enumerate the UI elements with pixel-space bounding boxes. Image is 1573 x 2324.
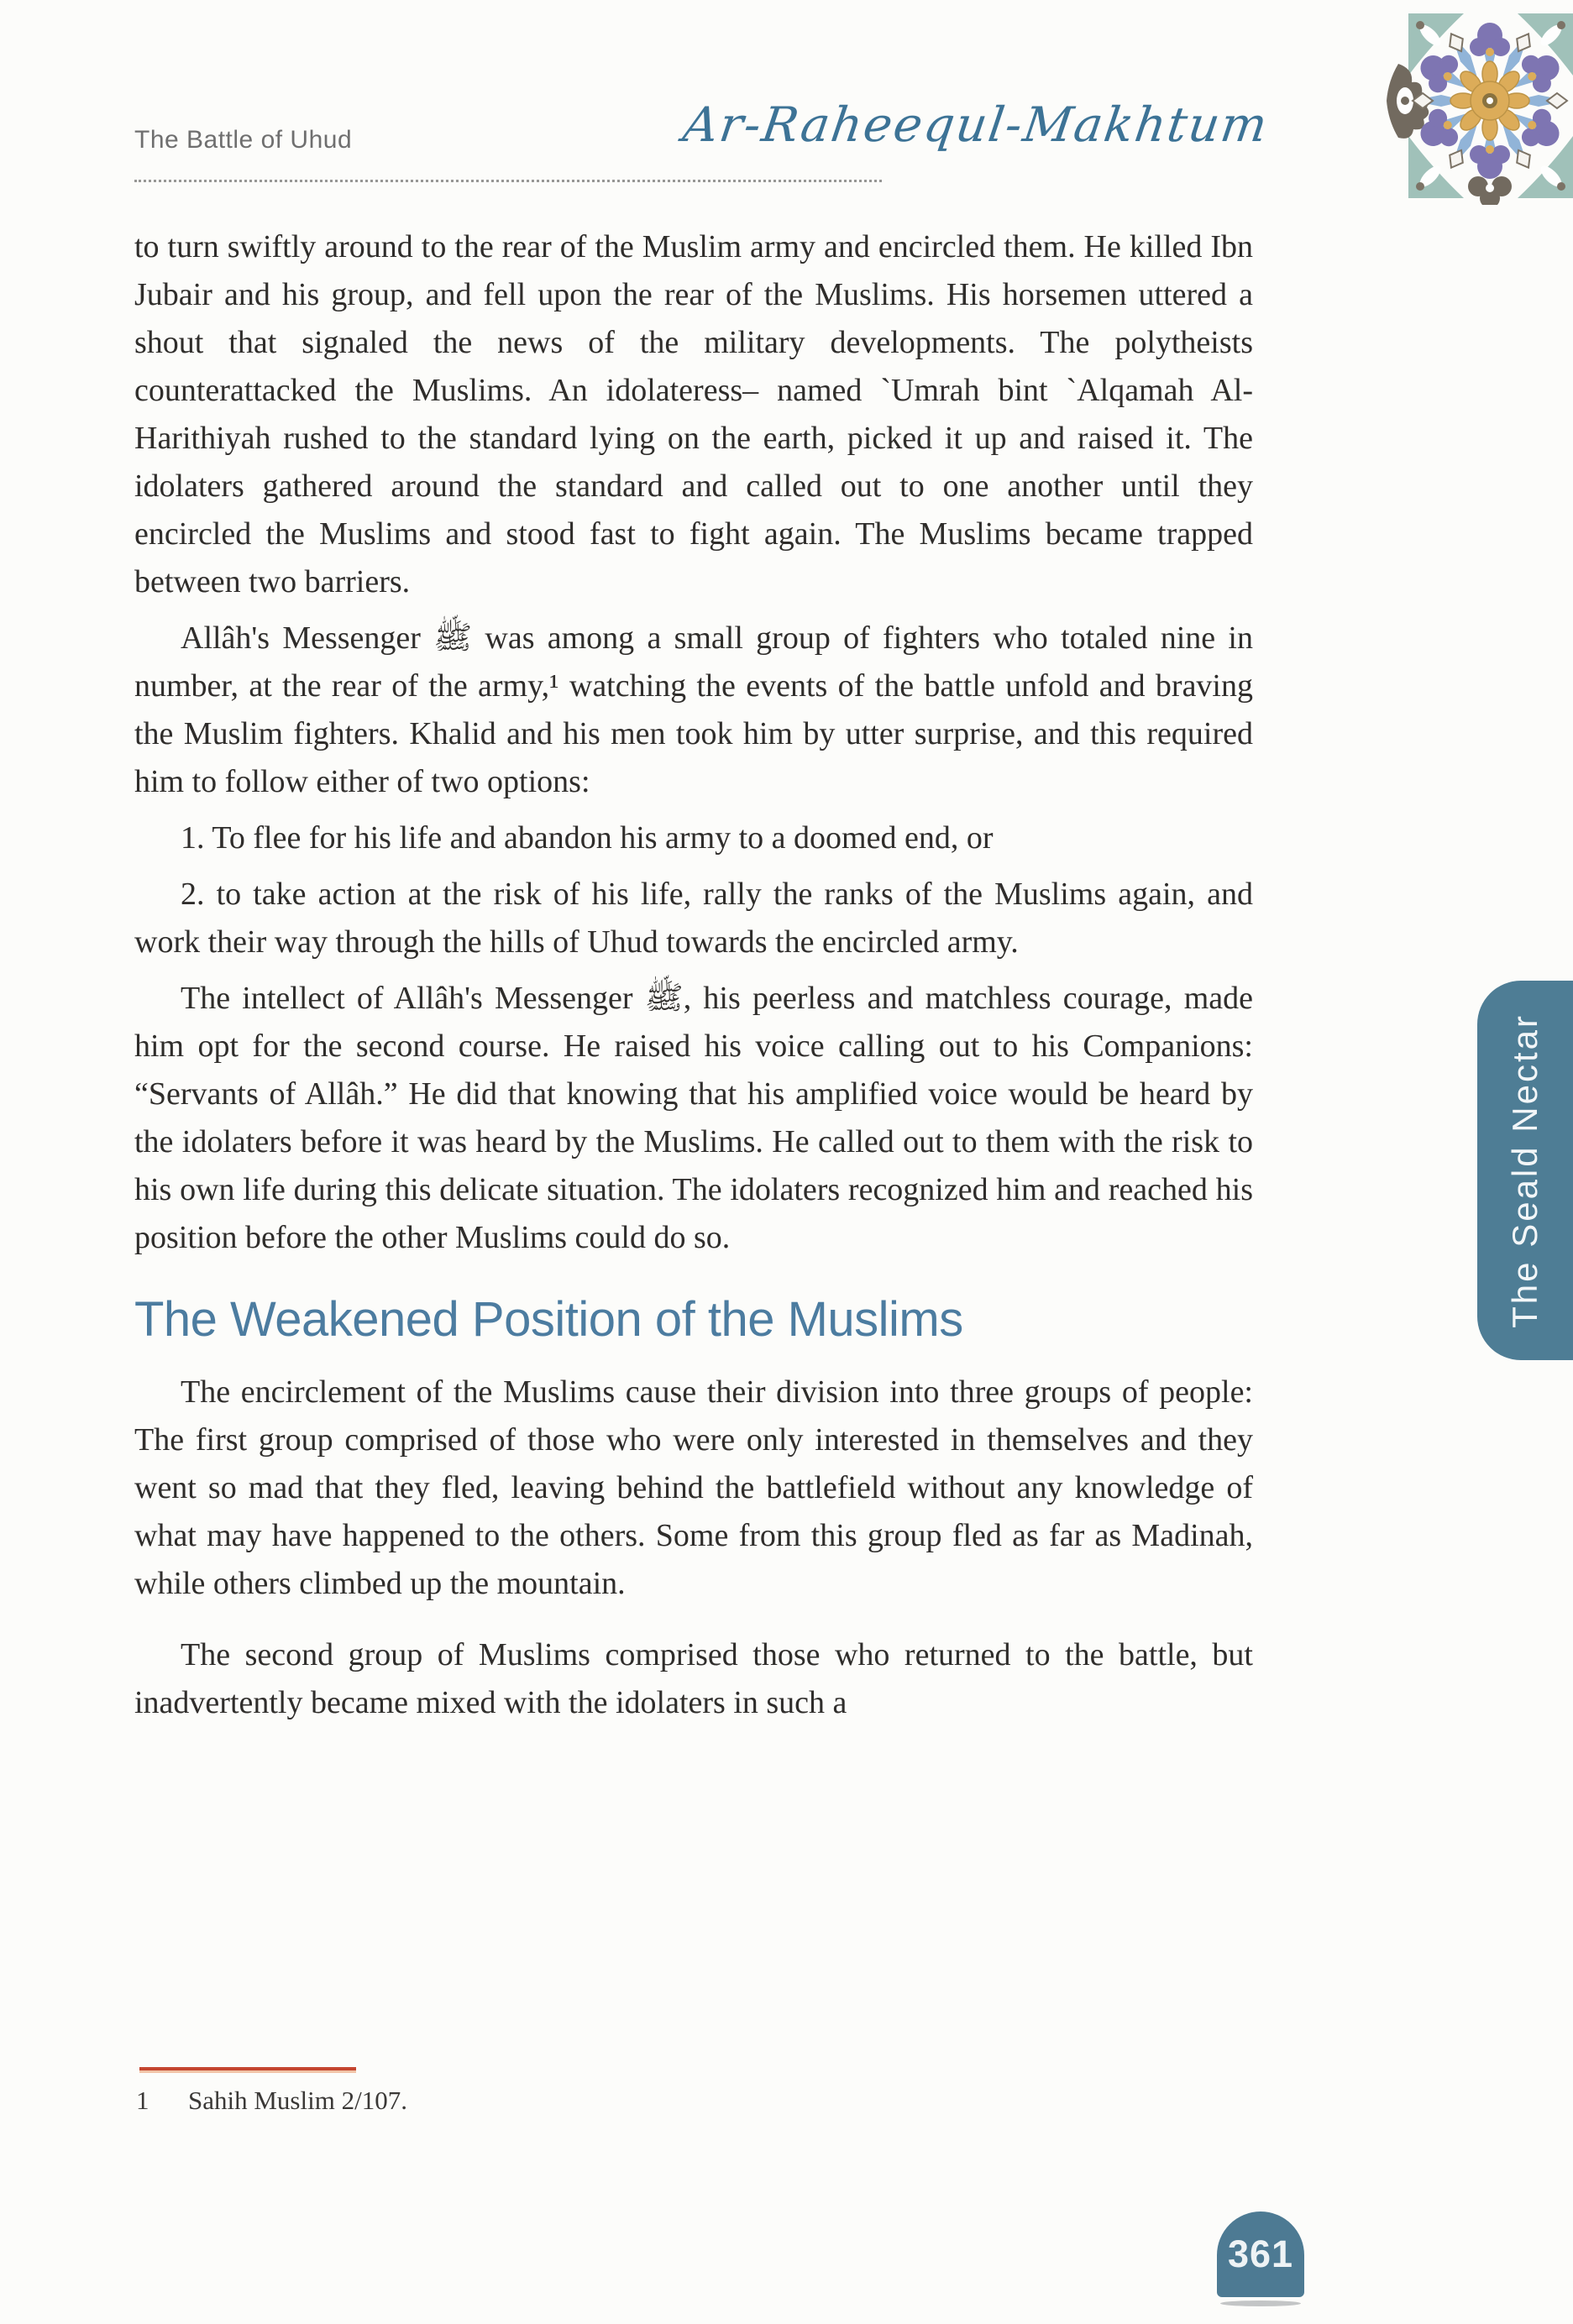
body-paragraph-continuation: to turn swiftly around to the rear of the Muslim army and encircled them. He killed Ibn Jubair and his group, and fell upon the rear of the Muslims. His horsemen uttered a shout that signaled the news of the military developments. The polytheists counterattacked the Muslims. An idolateress– named `Umrah bint `Alqamah Al-Harithiyah rushed to the standard lying on the earth, picked it up and raised it. The idolaters gathered around the standard and called out to one another until they encircled the Muslims and stood fast to fight again. The Muslims became trapped between two barriers. xyxy=(134,229,1253,599)
footnote-text: Sahih Muslim 2/107. xyxy=(188,2086,407,2115)
header-dotted-rule xyxy=(134,180,882,182)
body-paragraph-messenger: Allâh's Messenger ﷺ was among a small group of fighters who totaled nine in number, at the rear of the army,¹ watching the events of the battle unfold and braving the Muslim fighters. Khalid and his men took him by utter surprise, and this required him to follow either of two options: xyxy=(134,620,1253,799)
running-header-section-title: The Battle of Uhud xyxy=(134,126,353,154)
body-paragraph-second-group: The second group of Muslims comprised those who returned to the battle, but inadvertently became mixed with the idolaters in such a xyxy=(134,1636,1253,1720)
body-paragraph-encirclement: The encirclement of the Muslims cause their division into three groups of people: The first group comprised of those who were only interested in themselves and they went so mad that they fled, leaving behind the battlefield without any knowledge of what may have happened to the others. Some from this group fled as far as Madinah, while others climbed up the mountain. xyxy=(134,1374,1253,1601)
list-item-option-1: 1. To flee for his life and abandon his army to a doomed end, or xyxy=(181,820,994,856)
list-item-option-2: 2. to take action at the risk of his life, rally the ranks of the Muslims again, and work their way through the hills of Uhud towards the encircled army. xyxy=(134,877,1253,960)
section-heading: The Weakened Position of the Muslims xyxy=(134,1292,963,1347)
side-tab-the-sealed-nectar xyxy=(1477,981,1573,1360)
side-tab-label: The Seald Nectar xyxy=(1505,1013,1544,1328)
page-body xyxy=(134,223,1253,1735)
footnote xyxy=(136,2086,407,2116)
page-header xyxy=(134,97,1272,235)
running-header-book-title: Ar-Raheequl-Makhtum xyxy=(679,97,1272,153)
page-number-badge xyxy=(1217,2211,1304,2297)
footnote-marker: 1 xyxy=(136,2086,149,2115)
footnote-divider-rule xyxy=(139,2067,356,2070)
page-number: 361 xyxy=(1227,2232,1294,2275)
body-paragraph-intellect: The intellect of Allâh's Messenger ﷺ, his peerless and matchless courage, made him opt for the second course. He raised his voice calling out to his Companions: “Servants of Allâh.” He did that knowing that his amplified voice would be heard by the idolaters before it was heard by the Muslims. He called out to them with the risk to his own life during this delicate situation. The idolaters recognized him and reached his position before the other Muslims could do so. xyxy=(134,981,1253,1255)
arabesque-corner-ornament-icon xyxy=(1383,5,1573,205)
